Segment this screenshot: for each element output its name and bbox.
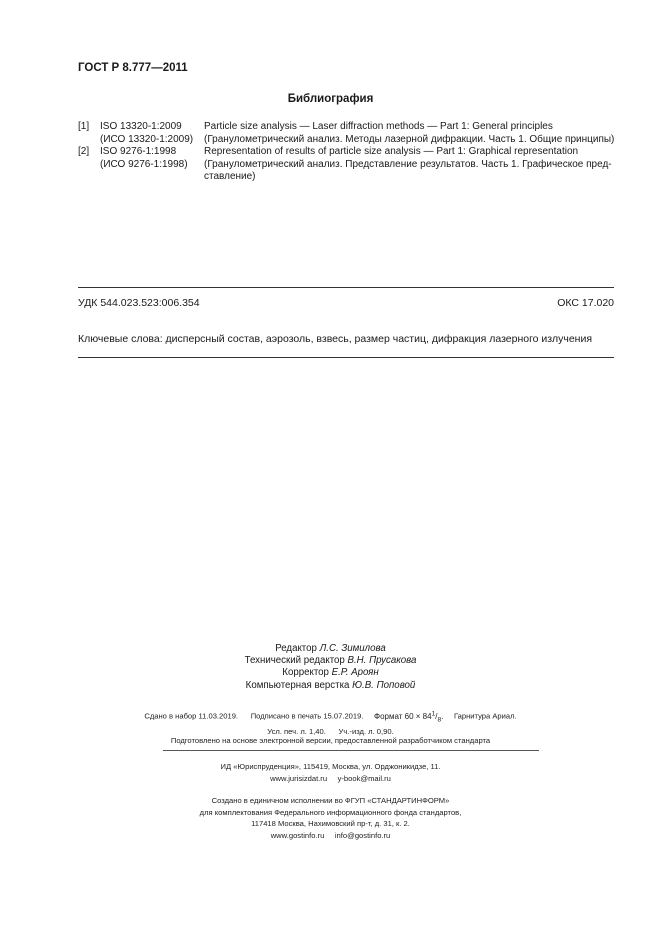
fund-address: 117418 Москва, Нахимовский пр-т, д. 31, к. 2.	[251, 819, 410, 829]
publisher-contacts	[0, 773, 661, 785]
imprint-credits	[0, 643, 661, 692]
corrector-label: Корректор	[282, 667, 329, 679]
standard-code: ISO 13320-1:2009	[100, 121, 182, 132]
description-en: Representation of results of particle size analysis — Part 1: Graphical representation	[204, 146, 579, 157]
standartinform-info	[0, 795, 661, 841]
description-en: Particle size analysis — Laser diffraction methods — Part 1: General principles	[204, 121, 553, 132]
tech-editor-name: В.Н. Прусакова	[347, 655, 417, 667]
layout-line	[0, 680, 661, 692]
udk-code: УДК 544.023.523:006.354	[78, 297, 200, 309]
editor-line	[0, 643, 661, 655]
prepared-note: Подготовлено на основе электронной версии, предоставленной разработчиком стандарта	[170, 736, 491, 745]
top-divider	[78, 287, 614, 288]
description-ru-line1: (Гранулометрический анализ. Представление результатов. Часть 1. Графическое пред-	[204, 158, 612, 170]
print-sheets: Усл. печ. л. 1,40.	[267, 726, 326, 736]
entry-number: [2]	[78, 146, 90, 157]
corrector-name: Е.Р. Ароян	[331, 667, 379, 679]
entry-description	[204, 146, 616, 184]
standard-code: ISO 9276-1:1998	[100, 146, 177, 157]
print-info-line1	[0, 708, 661, 726]
publisher-email[interactable]: y-book@mail.ru	[337, 773, 391, 783]
publisher-address: ИД «Юриспруденция», 115419, Москва, ул. Орджоникидзе, 11.	[220, 762, 441, 771]
creation-note: Создано в единичном исполнении во ФГУП «СТАНДАРТИНФОРМ»	[211, 796, 450, 805]
entry-standard	[100, 146, 188, 171]
layout-label: Компьютерная верстка	[245, 679, 350, 691]
fund-email[interactable]: info@gostinfo.ru	[334, 830, 391, 840]
publish-sheets: Уч.-изд. л. 0,90.	[338, 726, 394, 736]
entry-description	[204, 121, 616, 146]
keywords: Ключевые слова: дисперсный состав, аэрозоль, взвесь, размер частиц, дифракция лазерного излучения	[78, 333, 593, 345]
corrector-line	[0, 667, 661, 679]
editor-name: Л.С. Зимилова	[319, 643, 386, 654]
fund-contacts	[0, 830, 661, 842]
oks-code: ОКС 17.020	[557, 297, 614, 309]
imprint-divider	[163, 750, 539, 751]
bibliography-entry	[78, 146, 618, 186]
publisher-info	[0, 761, 661, 784]
standard-code-ru: (ИСО 13320-1:2009)	[100, 133, 194, 145]
tech-editor-label: Технический редактор	[244, 655, 345, 667]
standard-code-ru: (ИСО 9276-1:1998)	[100, 158, 188, 170]
entry-number: [1]	[78, 121, 90, 132]
fund-site[interactable]: www.gostinfo.ru	[270, 830, 325, 840]
bibliography-title: Библиография	[287, 93, 374, 105]
typeface: Гарнитура Ариал.	[453, 711, 517, 721]
format: Формат $60 \times 84^1/_8$.	[374, 710, 444, 724]
signed-date: Подписано в печать 15.07.2019.	[250, 711, 364, 721]
description-ru-line2: ставление)	[204, 171, 256, 182]
publisher-site[interactable]: www.jurisizdat.ru	[270, 773, 328, 783]
entry-standard	[100, 121, 193, 146]
layout-name: Ю.В. Поповой	[352, 679, 416, 691]
print-info	[0, 708, 661, 737]
bibliography-entry	[78, 121, 618, 147]
editor-label: Редактор	[275, 643, 317, 654]
typeset-date: Сдано в набор 11.03.2019.	[144, 711, 239, 721]
bottom-divider	[78, 357, 614, 358]
document-code: ГОСТ Р 8.777—2011	[78, 62, 188, 74]
description-ru: (Гранулометрический анализ. Методы лазерной дифракции. Часть 1. Общие принципы)	[204, 133, 615, 145]
tech-editor-line	[0, 655, 661, 667]
fund-note: для комплектования Федерального информационного фонда стандартов,	[199, 807, 462, 817]
